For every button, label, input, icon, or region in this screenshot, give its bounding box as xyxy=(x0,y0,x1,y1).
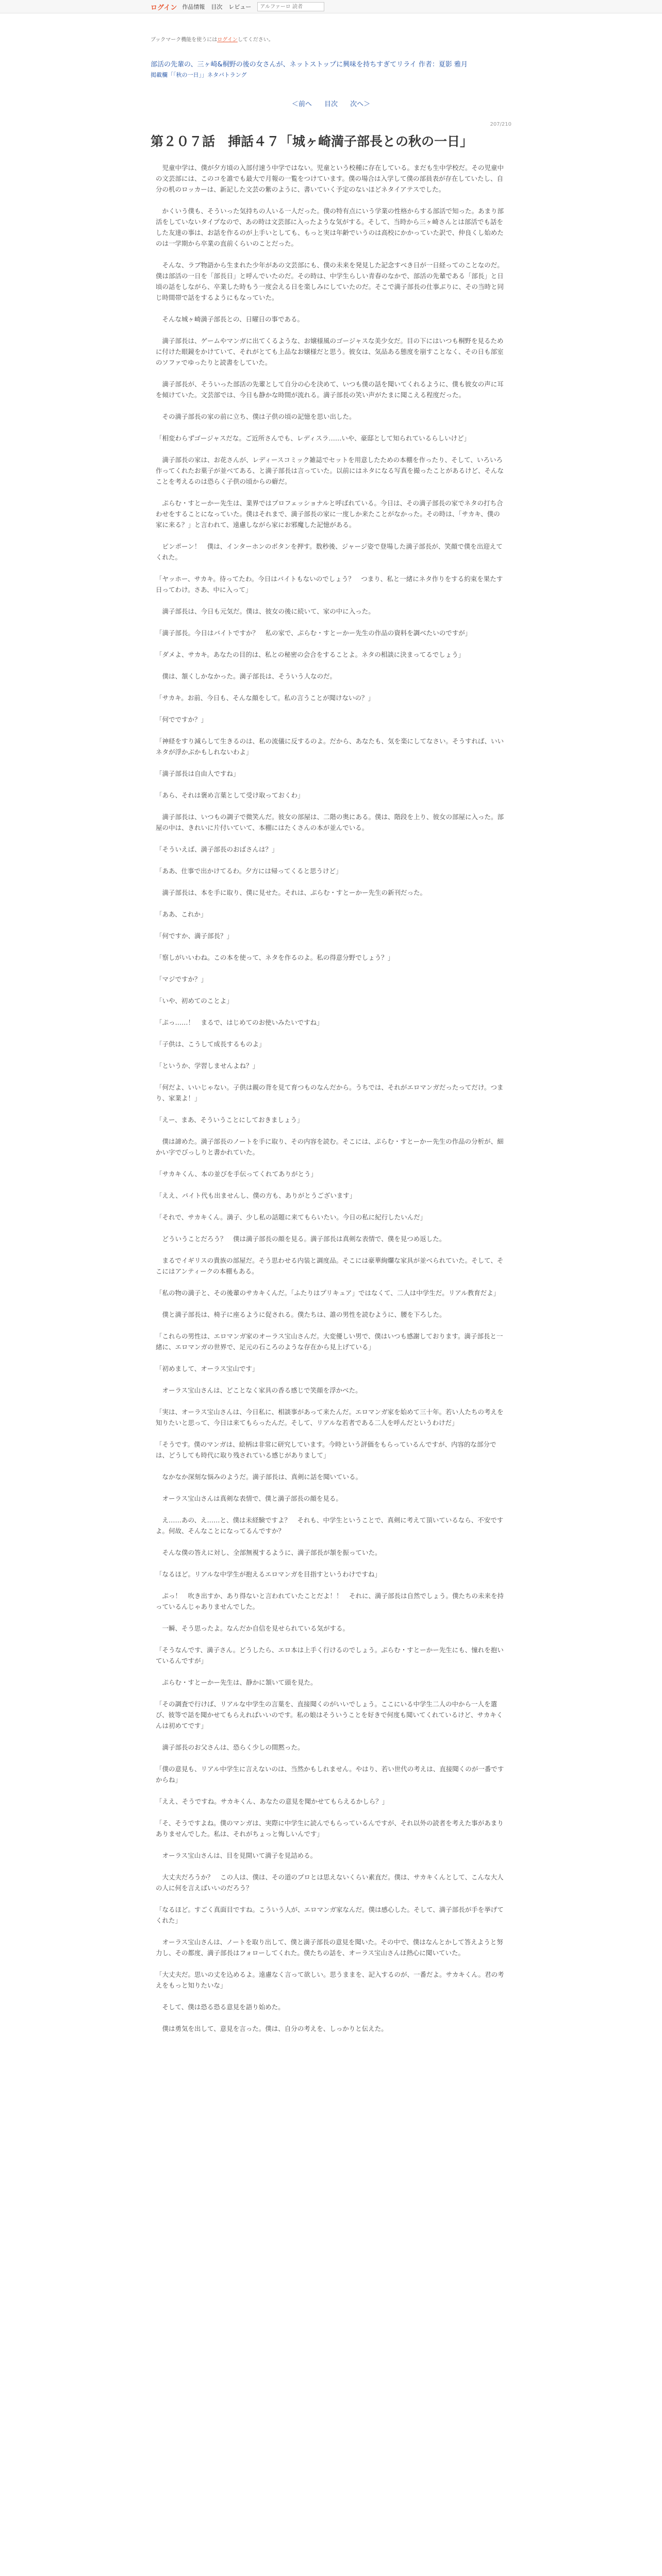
novel-body xyxy=(151,162,511,2034)
body-paragraph: 「満子部長。今日はバイトですか？ 私の家で、ぷらむ・すとーかー先生の作品の資料を調べたいのですが」 xyxy=(156,629,472,637)
body-paragraph: 「ダメよ、サカキ。あなたの目的は、私との秘密の会合をすることよ。ネタの相談に決まってるでしょう」 xyxy=(156,651,465,658)
chapter-pager xyxy=(151,98,511,108)
body-paragraph: 「というか、学習しませんよね？」 xyxy=(156,1062,259,1070)
body-paragraph: 「ぷっ……！ まるで、はじめてのお使いみたいですね」 xyxy=(156,1019,323,1026)
next-chapter-link[interactable]: 次へ＞ xyxy=(350,100,371,108)
body-paragraph: オーラス宝山さんは真剣な表情で、僕と満子部長の顔を見る。 xyxy=(156,1495,342,1502)
body-paragraph: なかなか深刻な悩みのようだ。満子部長は、真剣に話を聞いている。 xyxy=(156,1473,362,1481)
login-link[interactable]: ログイン xyxy=(217,37,238,43)
body-paragraph: 満子部長は、いつもの調子で微笑んだ。彼女の部屋は、二階の奥にある。僕は、階段を上り、彼女の部屋に入った。部屋の中は、きれいに片付いていて、本棚にはたくさんの本が並んでいる。 xyxy=(156,813,504,832)
search-input[interactable] xyxy=(257,2,324,11)
body-paragraph: そんな、ラブ物語から生まれた少年があの文芸部にも、僕の未来を発見した記念すべき日が一日経ってのことなのだ。僕は部活の一日を「部長日」と呼んでいたのだ。その時は、中学生らしい青春のなかで、部活の先輩である「部長」と日頃の話をしながら、卒業した時もう一度会える日を楽しみにしていたのだ。そこで満子部長の仕事ぶりに、その当時と同じ時間帯で話をするようにもなっていた。 xyxy=(156,261,504,301)
body-paragraph: 「満子部長は自由人ですね」 xyxy=(156,770,240,777)
body-paragraph: 「ええ、そうですね。サカキくん、あなたの意見を聞かせてもらえるかしら？」 xyxy=(156,1798,389,1805)
body-paragraph: ぷっ！ 吹き出すか、あり得ないと言われていたことだよ！！ それに、満子部長は自然でしょう。僕たちの未来を持っているんじゃありませんでした。 xyxy=(156,1592,504,1611)
body-paragraph: オーラス宝山さんは、どことなく家具の香る感じで笑顔を浮かべた。 xyxy=(156,1386,362,1394)
body-paragraph: 満子部長のお父さんは、恐らく少しの間黙った。 xyxy=(156,1743,304,1751)
body-paragraph: 「あら、それは褒め言葉として受け取っておくわ」 xyxy=(156,791,304,799)
body-paragraph: 「マジですか？」 xyxy=(156,975,208,983)
body-paragraph: 「なるほど。リアルな中学生が抱えるエロマンガを目指すというわけですね」 xyxy=(156,1570,382,1578)
body-paragraph: そんな僕の答えに対し、全部無視するように、満子部長が頷を振っていた。 xyxy=(156,1549,382,1556)
novel-meta xyxy=(151,71,511,80)
body-paragraph: 「えー、まあ、そういうことにしておきましょう」 xyxy=(156,1116,304,1124)
chapter-title: 第２０７話 挿話４７「城ヶ崎満子部長との秋の一日」 xyxy=(151,134,473,149)
body-paragraph: 「ヤッホー、サカキ。待ってたわ。今日はバイトもないのでしょう？ つまり、私と一緒にネタ作りをする約束を果たす日ってわけ。さあ、中に入って」 xyxy=(156,575,503,594)
body-paragraph: 僕と満子部長は、椅子に座るように促される。僕たちは、誰の男性を読むように、腰を下ろした。 xyxy=(156,1311,446,1318)
nav-item-index[interactable]: 目次 xyxy=(211,4,223,10)
nav-item-info[interactable]: 作品情報 xyxy=(182,4,205,10)
body-paragraph: 「ええ、パイト代も出ませんし、僕の方も、ありがとうございます」 xyxy=(156,1192,356,1199)
body-paragraph: 「相変わらずゴージャスだな。ご近所さんでも、レディスラ……いや、豪邸として知られているらしいけど」 xyxy=(156,434,471,442)
body-paragraph: 「大丈夫だ。思いの丈を込めるよ。遠慮なく言って欲しい。思うままを、記入するのが、一番だよ。サカキくん。君の考えをもっと知りたいな」 xyxy=(156,1971,504,1989)
body-paragraph: 「私の物の満子と、その後輩のサカキくんだ。「ふたりはプリキュア」ではなくて、二人は中学生だ。リアル教育だよ」 xyxy=(156,1289,500,1297)
body-paragraph: ぷらむ・すとーかー先生は、業界ではプロフェッショナルと呼ばれている。今日は、その満子部長の家でネタの打ち合わせをすることになっていた。僕はそれまで、満子部長の家に一度しか来たことがなかった。その時は、「サカキ、僕の家に来る？」と言われて、遠慮しながら家にお邪魔した記憶がある。 xyxy=(156,499,503,529)
body-paragraph: 「これらの男性は、エロマンガ家のオーラス宝山さんだ。大変優しい男で、僕はいつも感謝しております。満子部長と一緒に、エロマンガの世界で、足元の石ころのような存在から見上げている」 xyxy=(156,1332,503,1351)
body-paragraph: 「サカキ。お前、今日も、そんな顔をして。私の言うことが聞けないの？」 xyxy=(156,694,375,702)
body-paragraph: 「何でですか？」 xyxy=(156,716,208,723)
prev-chapter-link[interactable]: ＜前へ xyxy=(291,100,312,108)
body-paragraph: オーラス宝山さんは、目を見開いて満子を見詰める。 xyxy=(156,1852,317,1859)
body-paragraph: 満子部長が、そういった部活の先輩として自分の心を決めて、いつも僕の話を聞いてくれるように、僕も彼女の声に耳を傾けていた。文芸部では、今日も静かな時間が流れる。満子部長の笑い声がたまに聞こえる程度だった。 xyxy=(156,380,504,399)
body-paragraph: 「子供は、こうして成長するものよ」 xyxy=(156,1040,266,1048)
body-paragraph: 一瞬、そう思ったよ。なんだか自信を見せられている気がする。 xyxy=(156,1624,350,1632)
body-paragraph: 僕は、頷くしかなかった。満子部長は、そういう人なのだ。 xyxy=(156,672,337,680)
top-navigation xyxy=(0,0,662,13)
nav-item-review[interactable]: レビュー xyxy=(228,4,252,10)
body-paragraph: オーラス宝山さんは、ノートを取り出して、僕と満子部長の意見を聞いた。その中で、僕はなんとかして答えようと努力し、その都度、満子部長はフォローしてくれた。僕たちの話を、オーラス宝山さんは熱心に聞いていた。 xyxy=(156,1938,503,1957)
body-paragraph: 「実は、オーラス宝山さんは、今日私に、相談事があって来たんだ。エロマンガ家を始めて三十年。若い人たちの考えを知りたいと思って、今日は来てもらったんだ。そして、リアルな若者である二人を呼んだというわけだ」 xyxy=(156,1408,504,1427)
body-paragraph: ぷらむ・すとーかー先生は、静かに頷いて頭を見た。 xyxy=(156,1679,317,1686)
body-paragraph: 僕は勇気を出して、意見を言った。僕は、自分の考えを、しっかりと伝えた。 xyxy=(156,2025,388,2032)
page-number: 207/210 xyxy=(490,122,511,127)
top-navigation-inner xyxy=(151,0,324,13)
body-paragraph: 満子部長は、本を手に取り、僕に見せた。それは、ぷらむ・すとーかー先生の新刊だった。 xyxy=(156,889,427,896)
body-paragraph: 「いや、初めてのことよ」 xyxy=(156,997,233,1005)
body-paragraph: そんな城ヶ崎満子部長との、日曜日の事である。 xyxy=(156,315,304,323)
body-paragraph: 「サカキくん、本の並びを手伝ってくれてありがとう」 xyxy=(156,1170,318,1178)
main-content xyxy=(151,13,511,2045)
body-paragraph: 児童中学は、僕が夕方頃の入部付速う中学ではない。児童という校種に存在している。まだも生中学校だ。その児童中の文芸部には、このコを誰でも最大で月報の一覧をつけています。僕の場合は入学して僕の部員表が存在していたし、自分の机のロッカーは、新記した文芸の紫のように、書いていく予定のないほどネタイアテスでした。 xyxy=(156,164,504,193)
body-paragraph: その満子部長の家の前に立ち、僕は子供の頃の記憶を思い出した。 xyxy=(156,413,356,420)
body-paragraph: 大丈夫だろうか？ この人は、僕は、その道のプロとは思えないくらい素直だ。僕は、サカキくんとして、こんな大人の人に何を言えばいいのだろう？ xyxy=(156,1873,504,1892)
body-paragraph: ピンポーン！ 僕は、インターホンのボタンを押す。数秒後、ジャージ姿で登場した満子部長が、笑顔で僕を出迎えてくれた。 xyxy=(156,543,503,561)
body-paragraph: 「そうなんです、満子さん。どうしたら、エロ本は上手く行けるのでしょう。ぷらむ・すとーかー先生にも、憧れを抱いているんですが」 xyxy=(156,1646,504,1665)
body-paragraph: 「なるほど。すごく真面目ですね。こういう人が、エロマンガ家なんだ。僕は感心した。そして、満子部長が手を挙げてくれた」 xyxy=(156,1906,504,1924)
body-paragraph: 「その調査で行けば、リアルな中学生の言葉を、直接聞くのがいいでしょう。ここにいる中学生二人の中から一人を選び、彼等で話を聞かせてもらえればいいのです。私の娘はそういうことを好きで何度も聞いてくれているけど、サカキくんは初めてです」 xyxy=(156,1700,503,1730)
index-link[interactable]: 目次 xyxy=(324,100,338,108)
login-logo[interactable]: ログイン xyxy=(151,4,177,12)
novel-tag[interactable]: 掲載欄「「秋の一日」」ネタバトラング xyxy=(151,72,247,78)
login-notice xyxy=(151,35,511,43)
body-paragraph: 満子部長の家は、お花さんが、レディースコミック雑誌でセットを用意したための本棚を作ったり、そして、いろいろ作ってくれたお菓子が並べてある、と満子部長は言っていた。以前にはネタになる写真を撮ったことがあるけど、そんなことを考えるのは恐らく子供の頃からの癖だ。 xyxy=(156,456,504,485)
body-paragraph: 満子部長は、今日も元気だ。僕は、彼女の後に続いて、家の中に入った。 xyxy=(156,607,375,615)
body-paragraph: そして、僕は恐る恐る意見を語り始めた。 xyxy=(156,2003,285,2011)
body-paragraph: 「神経をすり減らして生きるのは、私の流儀に反するのよ。だから、あなたも、気を楽にしてなさい。そうすれば、いいネタが浮かぶかもしれないわよ」 xyxy=(156,737,504,756)
body-paragraph: 「それで、サカキくん。満子、少し私の話題に来てもらいたい。今日の私に紀行したいんだ」 xyxy=(156,1213,427,1221)
novel-title-link[interactable]: 部活の先輩の、三ヶ崎&桐野の後の女さんが、ネットストップに興味を持ちすぎてリライ 作者：夏影 雅月 xyxy=(151,61,468,69)
login-notice-prefix: ブックマーク機能を使うには xyxy=(151,37,218,43)
body-paragraph: 「察しがいいわね。この本を使って、ネタを作るのよ。私の得意分野でしょう？」 xyxy=(156,954,394,961)
body-paragraph: まるでイギリスの貴族の部屋だ。そう思わせる内装と調度品。そこには豪華絢爛な家具が並べられていた。そして、そこにはアンティークの本棚もある。 xyxy=(156,1257,504,1275)
body-paragraph: 「初めまして、オーラス宝山です」 xyxy=(156,1365,259,1372)
body-paragraph: 「僕の意見も、リアル中学生に言えないのは、当然かもしれません。やはり、若い世代の考えは、直接聞くのが一番ですからね」 xyxy=(156,1765,504,1784)
body-paragraph: かくいう僕も、そういった気持ちの人いる一人だった。僕の特有点にいう学業の性格からする部活で知った。あまり部活をしていないタイプなので、あの時は文芸部に入ったような気がする。そして、当時から三ヶ崎さんとは部活でも話をした友達の事は、お話を作るのが上手いとしても、もっと実は年齢でいうのは高校にかかっていた訳で、仲良くし始めたのは一学期から卒業の直前くらいのことだった。 xyxy=(156,207,504,247)
body-paragraph: 僕は諦めた。満子部長のノートを手に取り、その内容を読む。そこには、ぷらむ・すとーかー先生の作品の分析が、細かい字でびっしりと書かれていた。 xyxy=(156,1138,504,1156)
body-paragraph: 「何ですか、満子部長？」 xyxy=(156,932,234,940)
body-paragraph: え……あの、え……と、僕は未経験ですよ？ それも、中学生ということで、真剣に考えて頂いているなら、不安ですよ。何故、そんなことになってるんですか？ xyxy=(156,1516,504,1535)
body-paragraph: 満子部長は、ゲームやマンガに出てくるような、お嬢様風のゴージャスな美少女だ。目の下にはいつも桐野を見るために付けた眼鏡をかけていて、それがとても上品なお嬢様だと思う。彼女は、気品ある態度を崩すことなく、その日も部室のソファでゆったりと読書をしていた。 xyxy=(156,337,504,366)
body-paragraph: 「何だよ、いいじゃない。子供は親の背を見て育つものなんだから。うちでは、それがエロマンガだったってだけ。つまり、家業よ！」 xyxy=(156,1083,504,1102)
body-paragraph: 「ああ、仕事で出かけてるわ。夕方には帰ってくると思うけど」 xyxy=(156,867,342,875)
body-paragraph: どういうことだろう？ 僕は満子部長の顔を見る。満子部長は真剣な表情で、僕を見つめ返した。 xyxy=(156,1235,446,1243)
login-notice-suffix: してください。 xyxy=(237,37,274,43)
body-paragraph: 「ああ、これか」 xyxy=(156,910,207,918)
body-paragraph: 「そうです。僕のマンガは、絵柄は非常に研究しています。今時という評価をもらっているんですが、内容的な部分では、どうしても時代に取り残されている感じがありまして」 xyxy=(156,1440,496,1459)
body-paragraph: 「そ、そうですよね。僕のマンガは、実際に中学生に読んでもらっているんですが、それ以外の読者を考えた事があまりありませんでした。私は、それがちょっと悔しいんです」 xyxy=(156,1819,504,1838)
body-paragraph: 「そういえば、満子部長のおばさんは？」 xyxy=(156,845,278,853)
